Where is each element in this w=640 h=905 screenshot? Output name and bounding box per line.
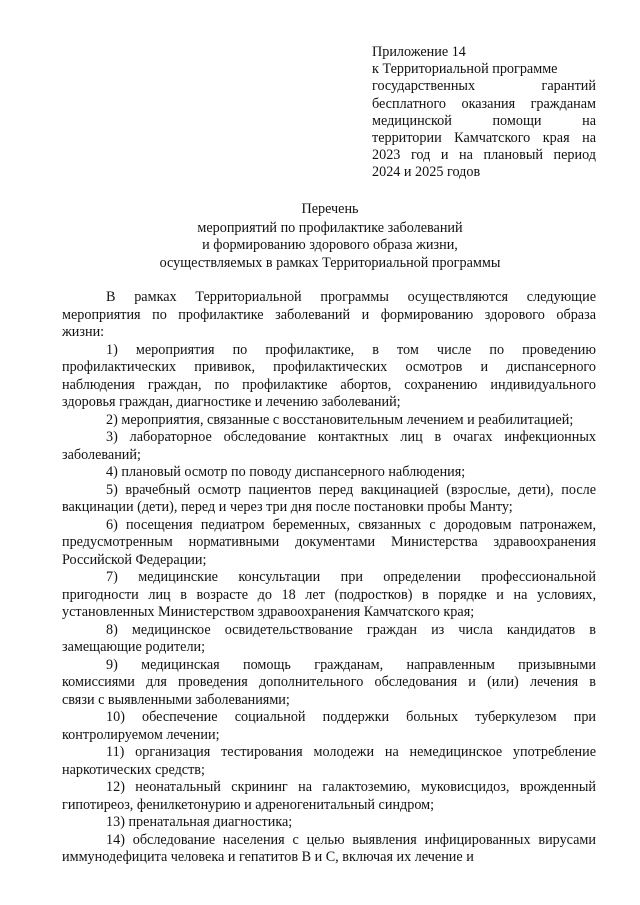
paragraph — [62, 832, 596, 867]
paragraph-line: 9) медицинская помощь гражданам, направленным призывными — [106, 656, 596, 673]
appendix-header — [372, 44, 596, 182]
paragraph — [62, 464, 596, 482]
appendix-line: 2024 и 2025 годов — [372, 164, 481, 181]
paragraph-line: установленных Министерством здравоохранения Камчатского края; — [62, 604, 475, 620]
paragraph-line: 4) плановый осмотр по поводу диспансерного наблюдения; — [106, 464, 466, 480]
paragraph-line: мероприятия по профилактике заболеваний и формированию здорового образа — [62, 306, 596, 323]
paragraph-line: 10) обеспечение социальной поддержки больных туберкулезом при — [106, 709, 596, 725]
paragraph-line: здоровья граждан, диагностике и лечению заболеваний; — [62, 394, 401, 410]
paragraph-line: 12) неонатальный скрининг на галактоземию, муковисцидоз, врожденный — [106, 779, 596, 795]
paragraph-line: вакцинации (дети), перед и через три дня после постановки пробы Манту; — [62, 499, 513, 515]
title-line: осуществляемых в рамках Территориальной программы — [159, 254, 501, 271]
paragraph-line: жизни: — [62, 324, 105, 340]
paragraph-line: 5) врачебный осмотр пациентов перед вакцинацией (взрослые, дети), после — [106, 481, 596, 498]
paragraph — [62, 814, 596, 832]
paragraph-line: 2) мероприятия, связанные с восстановительным лечением и реабилитацией; — [106, 411, 574, 428]
paragraph-line: 6) посещения педиатром беременных, связанных с дородовым патронажем, — [106, 516, 596, 533]
title-line: Перечень — [301, 201, 359, 217]
appendix-line: государственных гарантий — [372, 78, 596, 95]
paragraph-line: пригодности лиц в возрасте до 18 лет (подростков) в порядке и на условиях, — [62, 586, 596, 603]
paragraph-line: Российской Федерации; — [62, 551, 207, 568]
paragraph — [62, 657, 596, 710]
document-body — [62, 289, 596, 867]
paragraph-line: предусмотренным нормативными документами Министерства здравоохранения — [62, 534, 596, 550]
paragraph — [62, 622, 596, 657]
paragraph-line: 1) мероприятия по профилактике, в том числе по проведению — [106, 341, 596, 358]
paragraph-line: 11) организация тестирования молодежи на немедицинское употребление — [106, 744, 596, 760]
paragraph-line: 3) лабораторное обследование контактных лиц в очагах инфекционных — [106, 429, 596, 445]
paragraph-line: комиссиями для проведения дополнительного обследования и (или) лечения в — [62, 674, 596, 690]
paragraph-line: В рамках Территориальной программы осуществляются следующие — [106, 289, 596, 305]
paragraph-line: иммунодефицита человека и гепатитов B и C, включая их лечение и — [62, 849, 474, 865]
paragraph-line: 7) медицинские консультации при определении профессиональной — [106, 569, 596, 585]
paragraph — [62, 569, 596, 622]
document-title — [60, 201, 600, 272]
paragraph-line: связи с выявленными заболеваниями; — [62, 691, 290, 708]
paragraph — [62, 779, 596, 814]
appendix-line: Приложение 14 — [372, 44, 466, 60]
paragraph — [62, 517, 596, 570]
paragraph — [62, 744, 596, 779]
paragraph — [62, 482, 596, 517]
appendix-line: 2023 год и на плановый период — [372, 147, 596, 164]
paragraph-line: 14) обследование населения с целью выявления инфицированных вирусами — [106, 831, 596, 848]
appendix-line: территории Камчатского края на — [372, 130, 596, 147]
paragraph-line: замещающие родители; — [62, 639, 206, 655]
appendix-line: к Территориальной программе — [372, 61, 558, 78]
paragraph — [62, 342, 596, 412]
paragraph — [62, 289, 596, 342]
paragraph-line: 13) пренатальная диагностика; — [106, 814, 293, 830]
paragraph-line: профилактических прививок, профилактических осмотров и диспансерного — [62, 359, 596, 375]
paragraph-line: 8) медицинское освидетельствование граждан из числа кандидатов в — [106, 621, 596, 638]
paragraph — [62, 412, 596, 430]
appendix-line: бесплатного оказания гражданам — [372, 95, 596, 112]
paragraph-line: контролируемом лечении; — [62, 726, 220, 743]
paragraph — [62, 709, 596, 744]
paragraph — [62, 429, 596, 464]
paragraph-line: гипотиреоз, фенилкетонурию и адреногенитальный синдром; — [62, 796, 435, 813]
title-line: и формированию здорового образа жизни, — [202, 237, 458, 254]
paragraph-line: наблюдения граждан, по профилактике абортов, сохранению индивидуального — [62, 376, 596, 393]
paragraph-line: заболеваний; — [62, 446, 141, 463]
paragraph-line: наркотических средств; — [62, 761, 205, 778]
title-line: мероприятий по профилактике заболеваний — [197, 220, 463, 237]
appendix-line: медицинской помощи на — [372, 112, 596, 129]
